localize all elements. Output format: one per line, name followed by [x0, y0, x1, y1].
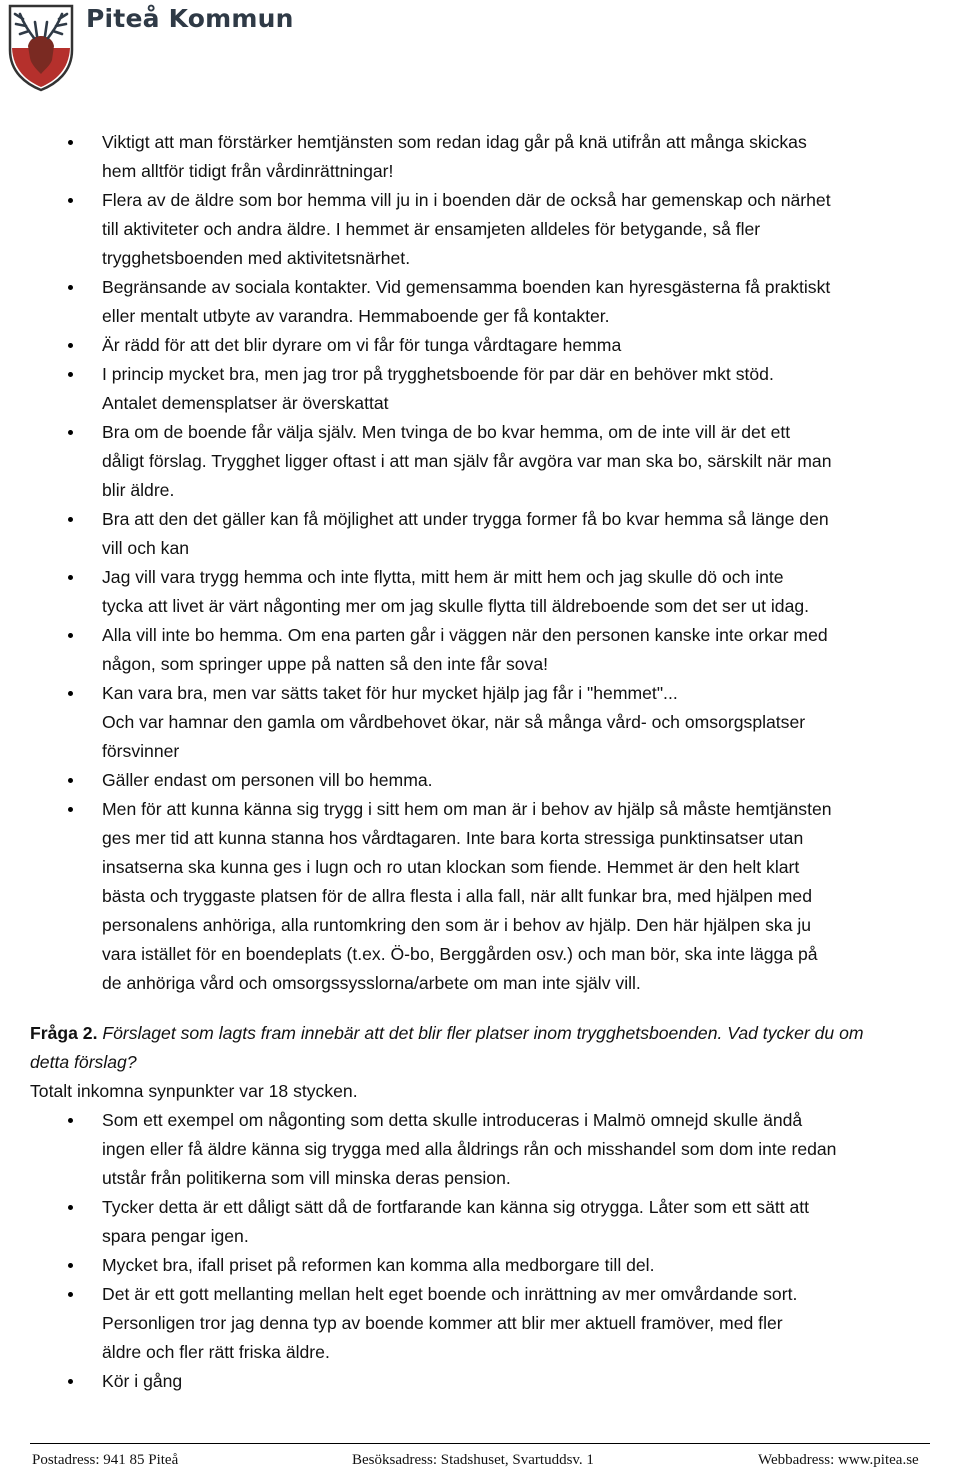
- bullet-icon: [68, 140, 73, 145]
- footer-visit-address: Besöksadress: Stadshuset, Svartuddsv. 1: [352, 1452, 594, 1468]
- list-item-line: Kan vara bra, men var sätts taket för hur mycket hjälp jag får i "hemmet"...: [102, 683, 678, 703]
- list-item: [30, 273, 930, 331]
- bullet-icon: [68, 198, 73, 203]
- list-item-line: Bra att den det gäller kan få möjlighet att under trygga former få bo kvar hemma så länge den: [102, 509, 829, 529]
- list-item-line: personalens anhöriga, alla runtomkring den som är i behov av hjälp. Den här hjälpen ska ju: [102, 915, 812, 935]
- list-item-line: äldre och fler rätt friska äldre.: [102, 1342, 330, 1362]
- document-body: [30, 128, 930, 1396]
- list-item-line: försvinner: [102, 741, 180, 761]
- list-item-line: bästa och tryggaste platsen för de allra flesta i alla fall, när allt funkar bra, med hjälpen med: [102, 886, 813, 906]
- list-item-line: Viktigt att man förstärker hemtjänsten som redan idag går på knä utifrån att många skickas: [102, 132, 807, 152]
- list-item-line: till aktiviteter och andra äldre. I hemmet är ensamjeten alldeles för betygande, så fler: [102, 219, 761, 239]
- bullet-icon: [68, 1379, 73, 1384]
- footer-divider: [30, 1443, 930, 1444]
- bullet-icon: [68, 1118, 73, 1123]
- list-item-line: Alla vill inte bo hemma. Om ena parten går i väggen när den personen kanske inte orkar med: [102, 625, 828, 645]
- list-item: [30, 418, 930, 505]
- list-item-line: Och var hamnar den gamla om vårdbehovet ökar, när så många vård- och omsorgsplatser: [102, 712, 806, 732]
- total-responses: Totalt inkomna synpunkter var 18 stycken.: [30, 1081, 358, 1101]
- list-item-line: Begränsande av sociala kontakter. Vid gemensamma boenden kan hyresgästerna få praktiskt: [102, 277, 831, 297]
- list-item-line: någon, som springer uppe på natten så den inte får sova!: [102, 654, 549, 674]
- list-item-line: Men för att kunna känna sig trygg i sitt hem om man är i behov av hjälp så måste hemtjänsten: [102, 799, 832, 819]
- list-item: [30, 563, 930, 621]
- list-item-line: Som ett exempel om någonting som detta skulle introduceras i Malmö omnejd skulle ändå: [102, 1110, 803, 1130]
- bullet-icon: [68, 575, 73, 580]
- list-item: [30, 1193, 930, 1251]
- bullet-icon: [68, 778, 73, 783]
- list-item: [30, 621, 930, 679]
- list-item-line: eller mentalt utbyte av varandra. Hemmaboende ger få kontakter.: [102, 306, 610, 326]
- list-item: [30, 1106, 930, 1193]
- list-item-line: utstår från politikerna som vill minska deras pension.: [102, 1168, 511, 1188]
- list-item-line: ges mer tid att kunna stanna hos vårdtagaren. Inte bara korta stressiga punktinsatser utan: [102, 828, 804, 848]
- bullet-icon: [68, 372, 73, 377]
- bullet-icon: [68, 343, 73, 348]
- bullet-icon: [68, 285, 73, 290]
- reindeer-shield-logo: [6, 2, 76, 92]
- bullet-icon: [68, 691, 73, 696]
- list-item-line: Gäller endast om personen vill bo hemma.: [102, 770, 433, 790]
- list-item-line: I princip mycket bra, men jag tror på trygghetsboende för par där en behöver mkt stöd.: [102, 364, 774, 384]
- footer-web-address: Webbadress: www.pitea.se: [758, 1452, 919, 1468]
- bullet-icon: [68, 517, 73, 522]
- list-item: [30, 766, 930, 795]
- list-item-line: ingen eller få äldre känna sig trygga med alla åldrings rån och misshandel som dom inte redan: [102, 1139, 837, 1159]
- list-item: [30, 186, 930, 273]
- list-item-line: Bra om de boende får välja själv. Men tvinga de bo kvar hemma, om de inte vill är det ett: [102, 422, 791, 442]
- list-item-line: vill och kan: [102, 538, 190, 558]
- list-item-line: Mycket bra, ifall priset på reformen kan komma alla medborgare till del.: [102, 1255, 655, 1275]
- list-item-line: Är rädd för att det blir dyrare om vi får för tunga vårdtagare hemma: [102, 335, 622, 355]
- bullet-icon: [68, 633, 73, 638]
- list-item: [30, 128, 930, 186]
- list-item-line: Flera av de äldre som bor hemma vill ju in i boenden där de också har gemenskap och närhet: [102, 190, 831, 210]
- responses-list-question-2: [30, 1106, 930, 1396]
- bullet-icon: [68, 807, 73, 812]
- list-item-line: tycka att livet är värt någonting mer om jag skulle flytta till äldreboende som det ser ut idag.: [102, 596, 810, 616]
- bullet-icon: [68, 430, 73, 435]
- list-item: [30, 1251, 930, 1280]
- question-text-line-1: Förslaget som lagts fram innebär att det blir fler platser inom trygghetsboenden. Vad tycker du om: [102, 1023, 864, 1043]
- list-item-line: Det är ett gott mellanting mellan helt eget boende och inrättning av mer omvårdande sort.: [102, 1284, 798, 1304]
- bullet-icon: [68, 1263, 73, 1268]
- responses-list-question-1: [30, 128, 930, 998]
- list-item-line: Tycker detta är ett dåligt sätt då de fortfarande kan känna sig otrygga. Låter som ett sätt att: [102, 1197, 810, 1217]
- bullet-icon: [68, 1205, 73, 1210]
- list-item-line: Antalet demensplatser är överskattat: [102, 393, 389, 413]
- list-item-line: trygghetsboenden med aktivitetsnärhet.: [102, 248, 411, 268]
- list-item: [30, 331, 930, 360]
- list-item-line: de anhöriga vård och omsorgssysslorna/arbete om man inte själv vill.: [102, 973, 641, 993]
- list-item: [30, 679, 930, 766]
- list-item-line: Kör i gång: [102, 1371, 183, 1391]
- question-2: [30, 1019, 930, 1077]
- brand-name: Piteå Kommun: [86, 4, 294, 33]
- list-item-line: dåligt förslag. Trygghet ligger oftast i att man själv får avgöra var man ska bo, särskilt när man: [102, 451, 832, 471]
- list-item: [30, 1367, 930, 1396]
- list-item: [30, 360, 930, 418]
- list-item: [30, 505, 930, 563]
- question-text-line-2: detta förslag?: [30, 1052, 137, 1072]
- question-number: Fråga 2.: [30, 1023, 98, 1043]
- list-item: [30, 795, 930, 998]
- list-item-line: Jag vill vara trygg hemma och inte flytta, mitt hem är mitt hem och jag skulle dö och inte: [102, 567, 784, 587]
- list-item-line: insatserna ska kunna ges i lugn och ro utan klockan som fiende. Hemmet är den helt klart: [102, 857, 800, 877]
- list-item-line: blir äldre.: [102, 480, 175, 500]
- list-item-line: spara pengar igen.: [102, 1226, 249, 1246]
- list-item-line: vara istället för en boendeplats (t.ex. Ö-bo, Berggården osv.) och man bör, ska inte lägga på: [102, 944, 818, 964]
- list-item: [30, 1280, 930, 1367]
- bullet-icon: [68, 1292, 73, 1297]
- list-item-line: Personligen tror jag denna typ av boende kommer att blir mer aktuell framöver, med fler: [102, 1313, 783, 1333]
- page-header: [0, 0, 960, 100]
- list-item-line: hem alltför tidigt från vårdinrättningar!: [102, 161, 394, 181]
- footer-postal-address: Postadress: 941 85 Piteå: [32, 1452, 179, 1468]
